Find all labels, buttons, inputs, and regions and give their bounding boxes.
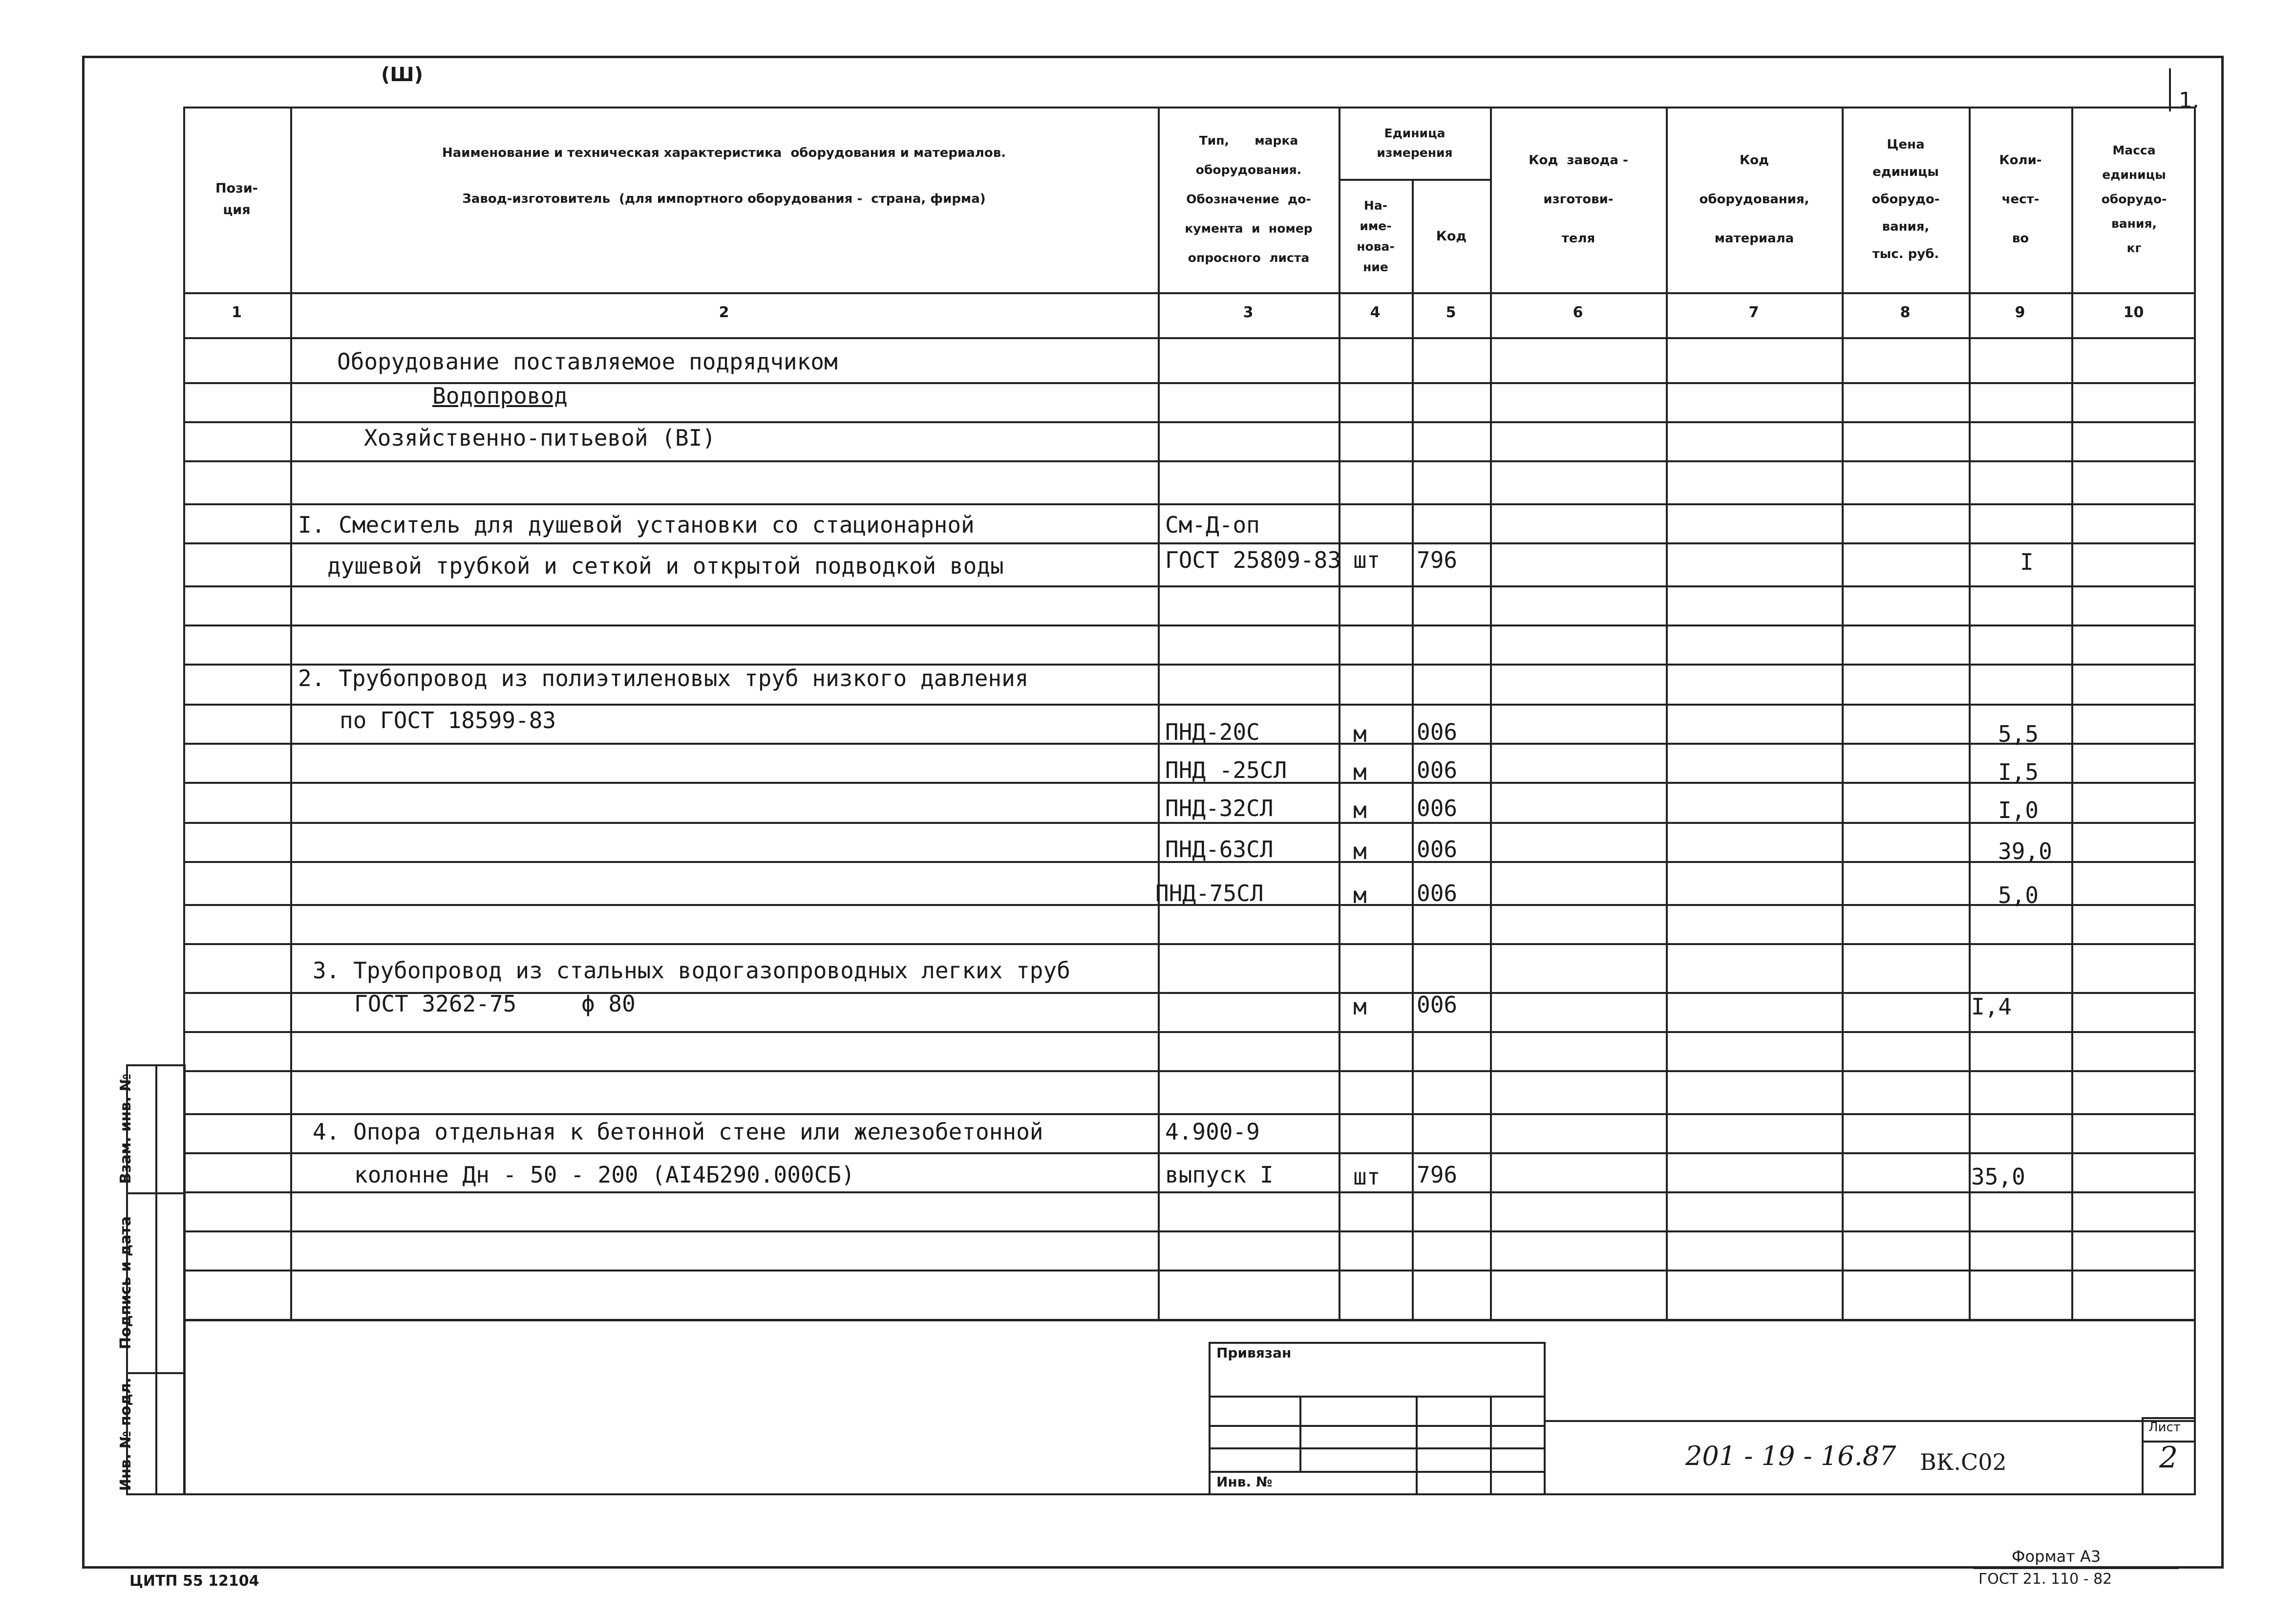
item-qty: I,4 — [1971, 993, 2012, 1020]
item-type: ПНД-63СЛ — [1165, 836, 1274, 862]
item-unit: м — [1353, 993, 1367, 1020]
item-name: колонне Дн - 50 - 200 (АI4Б290.000СБ) — [354, 1162, 855, 1188]
item-unit: м — [1353, 882, 1367, 908]
stamp-inv-label: Инв. № — [1216, 1474, 1273, 1490]
column-number: 2 — [719, 304, 729, 321]
item-code: 006 — [1417, 757, 1458, 783]
header-maker-code: Код завода - изготови- теля — [1529, 153, 1628, 246]
section-title: Оборудование поставляемое подрядчиком — [337, 348, 838, 375]
item-type: 4.900-9 — [1165, 1119, 1260, 1145]
footer-format: Формат А3 — [2012, 1547, 2101, 1566]
item-qty: 5,5 — [1998, 721, 2039, 747]
item-type: выпуск I — [1165, 1162, 1274, 1188]
item-unit: м — [1353, 797, 1367, 823]
header-mass: Масса единицы оборудо- вания, кг — [2101, 143, 2167, 255]
item-name: 4. Опора отдельная к бетонной стене или железобетонной — [313, 1119, 1043, 1145]
corner-mark: 1. — [2179, 88, 2199, 113]
column-number: 5 — [1446, 304, 1456, 321]
sheet-label: Лист — [2148, 1420, 2181, 1435]
item-type: ПНД-20С — [1165, 719, 1260, 745]
side-label-replacement: Взам. инв. № — [117, 1074, 134, 1184]
item-code: 006 — [1417, 991, 1458, 1018]
item-diameter: ϕ 80 — [581, 991, 636, 1017]
side-label-signature: Подпись и дата — [117, 1216, 134, 1350]
header-unit-price: Цена единицы оборудо- вания, тыс. руб. — [1871, 137, 1940, 261]
item-unit: шт — [1353, 547, 1381, 573]
item-name: I. Смеситель для душевой установки со стационарной — [298, 512, 975, 538]
top-mark: (Ш) — [381, 64, 423, 86]
document-number: 201 - 19 - 16.87 — [1685, 1441, 1896, 1471]
column-number: 3 — [1243, 304, 1254, 321]
system-title: Хозяйственно-питьевой (ВI) — [364, 425, 716, 451]
item-code: 796 — [1417, 1162, 1458, 1188]
column-number: 4 — [1370, 304, 1381, 321]
header-equipment-code: Код оборудования, материала — [1699, 153, 1809, 246]
header-unit-code: Код — [1436, 229, 1467, 244]
stamp-bound-label: Привязан — [1216, 1345, 1292, 1361]
column-number: 10 — [2123, 304, 2144, 321]
item-type: См-Д-оп — [1165, 512, 1260, 538]
item-type: ГОСТ 25809-83 — [1165, 547, 1341, 573]
item-code: 006 — [1417, 795, 1458, 821]
item-code: 006 — [1417, 880, 1458, 906]
header-name: Наименование и техническая характеристика оборудования и материалов. Завод-изготовитель (для импортного оборудования - страна, фирма) — [442, 146, 1006, 206]
item-qty: 39,0 — [1998, 838, 2052, 864]
sheet-number: 2 — [2159, 1441, 2178, 1475]
item-type: ПНД -25СЛ — [1165, 757, 1287, 783]
header-unit-name: На- име- нова- ние — [1357, 198, 1395, 274]
column-number: 6 — [1573, 304, 1583, 321]
column-number: 9 — [2015, 304, 2025, 321]
column-number: 1 — [232, 304, 242, 321]
item-qty: 35,0 — [1971, 1164, 2025, 1190]
side-label-inventory: Инв. № подл. — [117, 1377, 134, 1491]
item-qty: 5,0 — [1998, 882, 2039, 908]
column-number: 8 — [1900, 304, 1911, 321]
header-position: Пози- ция — [215, 181, 258, 217]
item-name: ГОСТ 3262-75 — [354, 991, 517, 1017]
subsection-title: Водопровод — [432, 383, 568, 409]
item-name: душевой трубкой и сеткой и открытой подводкой воды — [327, 553, 1004, 579]
item-name: 3. Трубопровод из стальных водогазопроводных легких труб — [313, 957, 1070, 984]
item-name: 2. Трубопровод из полиэтиленовых труб низкого давления — [298, 665, 1029, 691]
item-type: ПНД-75СЛ — [1155, 880, 1264, 906]
item-qty: I,5 — [1998, 759, 2039, 785]
item-unit: м — [1353, 759, 1367, 785]
footer-gost: ГОСТ 21. 110 - 82 — [1978, 1571, 2112, 1588]
footer-left-code: ЦИТП 55 12104 — [129, 1573, 259, 1590]
item-unit: м — [1353, 721, 1367, 747]
header-type: Тип, марка оборудования. Обозначение до- кумента и номер опросного листа — [1185, 133, 1313, 265]
item-qty: I — [2020, 549, 2034, 575]
item-code: 796 — [1417, 547, 1458, 573]
item-code: 006 — [1417, 836, 1458, 862]
header-quantity: Коли- чест- во — [1999, 153, 2042, 246]
column-number: 7 — [1748, 304, 1759, 321]
document-code: ВК.С02 — [1920, 1449, 2007, 1475]
item-qty: I,0 — [1998, 797, 2039, 823]
item-code: 006 — [1417, 719, 1458, 745]
item-type: ПНД-32СЛ — [1165, 795, 1274, 821]
header-unit-group: Единица измерения — [1377, 126, 1453, 160]
item-unit: шт — [1353, 1164, 1381, 1190]
item-unit: м — [1353, 838, 1367, 864]
item-name: по ГОСТ 18599-83 — [340, 707, 556, 733]
